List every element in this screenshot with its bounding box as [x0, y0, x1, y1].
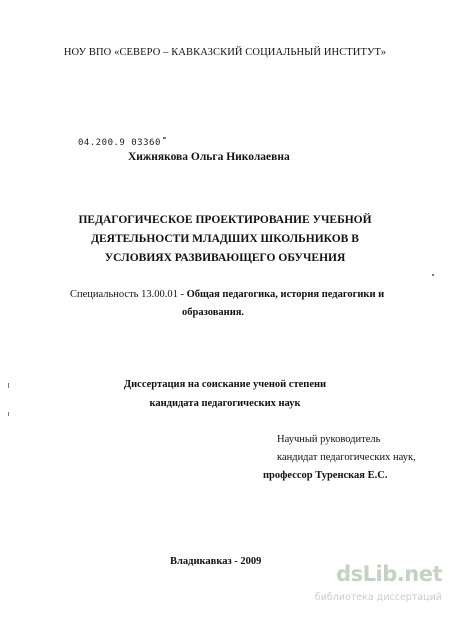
- scan-speck: [8, 383, 9, 388]
- specialty-prefix: Специальность 13.00.01 -: [70, 289, 187, 300]
- title-line: ПЕДАГОГИЧЕСКОЕ ПРОЕКТИРОВАНИЕ УЧЕБНОЙ: [78, 214, 372, 226]
- title-line: УСЛОВИЯХ РАЗВИВАЮЩЕГО ОБУЧЕНИЯ: [104, 252, 346, 264]
- watermark-logo: dsLib.net: [336, 562, 442, 586]
- library-stamp: 04.200.9 03360: [78, 138, 161, 148]
- author-name: Хижнякова Ольга Николаевна: [128, 151, 290, 163]
- dissertation-line: кандидата педагогических наук: [149, 398, 301, 409]
- watermark-subtitle: библиотека диссертаций: [314, 592, 442, 603]
- specialty-name: Общая педагогика, история педагогики и: [186, 289, 385, 300]
- watermark: [314, 562, 446, 614]
- scan-speck: [8, 412, 9, 416]
- specialty-line: [70, 288, 384, 301]
- specialty-name-continued: образования.: [182, 307, 245, 318]
- supervisor-role: Научный руководитель: [277, 434, 381, 445]
- scan-speck: [163, 137, 166, 139]
- supervisor-name: профессор Туренская Е.С.: [263, 470, 388, 481]
- title-line: ДЕЯТЕЛЬНОСТИ МЛАДШИХ ШКОЛЬНИКОВ В: [91, 233, 359, 245]
- dissertation-line: Диссертация на соискание ученой степени: [123, 379, 327, 390]
- city-year: Владикавказ - 2009: [170, 556, 262, 567]
- supervisor-degree: кандидат педагогических наук,: [277, 452, 416, 463]
- scan-speck: [432, 274, 434, 276]
- institute-name: НОУ ВПО «СЕВЕРО – КАВКАЗСКИЙ СОЦИАЛЬНЫЙ ИНСТИТУТ»: [63, 47, 387, 58]
